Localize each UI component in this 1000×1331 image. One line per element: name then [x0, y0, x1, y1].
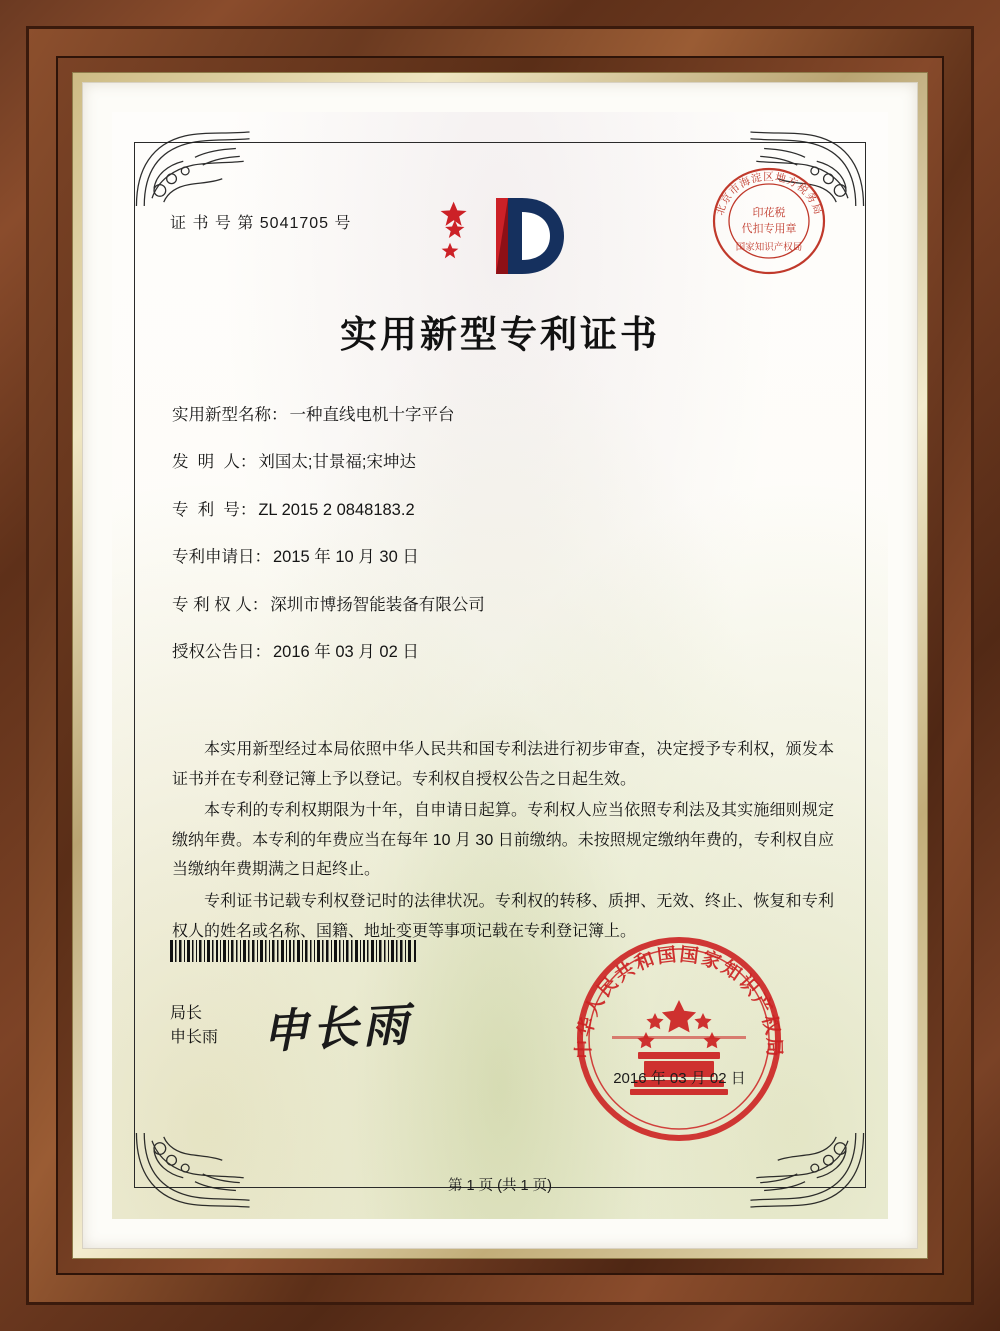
field-value: ZL 2015 2 0848183.2 — [258, 500, 415, 519]
page-footer: 第 1 页 (共 1 页) — [448, 1178, 552, 1194]
certificate-number: 证 书 号 第 5041705 号 — [170, 215, 352, 232]
body-paragraph: 本实用新型经过本局依照中华人民共和国专利法进行初步审查，决定授予专利权，颁发本证书并在专利登记簿上予以登记。专利权自授权公告之日起生效。 — [172, 741, 834, 788]
field-utility-model-name — [172, 405, 832, 426]
certificate-fields — [172, 405, 832, 690]
field-announcement-date — [172, 642, 832, 663]
national-ip-administration-seal — [572, 932, 787, 1147]
patent-office-logo-icon — [412, 190, 592, 285]
field-patent-number — [172, 500, 832, 521]
svg-text:国家知识产权局: 国家知识产权局 — [735, 242, 803, 253]
field-application-date — [172, 547, 832, 568]
field-label: 专 利 号： — [172, 500, 257, 519]
stamp-arc-text: 北京市海淀区地方税务局 — [713, 171, 825, 217]
field-patentee — [172, 595, 832, 616]
barcode — [170, 940, 420, 962]
certificate-body — [172, 735, 834, 948]
certificate-document — [112, 112, 888, 1219]
field-value: 刘国太;甘景福;宋坤达 — [258, 453, 417, 472]
svg-text:印花税: 印花税 — [752, 206, 786, 219]
corner-flourish-icon — [134, 130, 252, 208]
seal-arc-text: 中华人民共和国国家知识产权局 — [572, 943, 786, 1059]
field-value: 2016 年 03 月 02 日 — [273, 643, 419, 662]
director-name: 申长雨 — [170, 1029, 219, 1046]
director-role-label: 局长 — [170, 1005, 203, 1022]
body-paragraph: 专利证书记载专利权登记时的法律状况。专利权的转移、质押、无效、终止、恢复和专利权人的姓名或名称、国籍、地址变更等事项记载在专利登记簿上。 — [172, 892, 834, 940]
corner-flourish-icon — [134, 1131, 252, 1209]
field-value: 一种直线电机十字平台 — [289, 406, 455, 424]
field-value: 2015 年 10 月 30 日 — [273, 548, 419, 567]
body-paragraph: 本专利的专利权期限为十年，自申请日起算。专利权人应当依照专利法及其实施细则规定缴纳年费。本专利的年费应当在每年 10 月 30 日前缴纳。未按照规定缴纳年费的，专利权自应当缴纳年费期满之日起终止。 — [172, 802, 834, 879]
svg-text:代扣专用章: 代扣专用章 — [741, 222, 797, 235]
handwritten-signature: 申长雨 — [260, 997, 414, 1059]
field-label: 专利申请日： — [172, 548, 271, 567]
field-label: 专 利 权 人： — [172, 595, 269, 614]
page-title: 实用新型专利证书 — [340, 313, 660, 356]
signature-block — [170, 1002, 218, 1050]
seal-date: 2016 年 03 月 02 日 — [613, 1070, 746, 1087]
field-value: 深圳市博扬智能装备有限公司 — [270, 595, 485, 614]
tax-office-stamp — [710, 162, 828, 280]
field-label: 授权公告日： — [172, 643, 271, 662]
field-label: 发 明 人： — [172, 453, 257, 472]
field-inventors — [172, 452, 832, 473]
field-label: 实用新型名称： — [172, 406, 288, 424]
